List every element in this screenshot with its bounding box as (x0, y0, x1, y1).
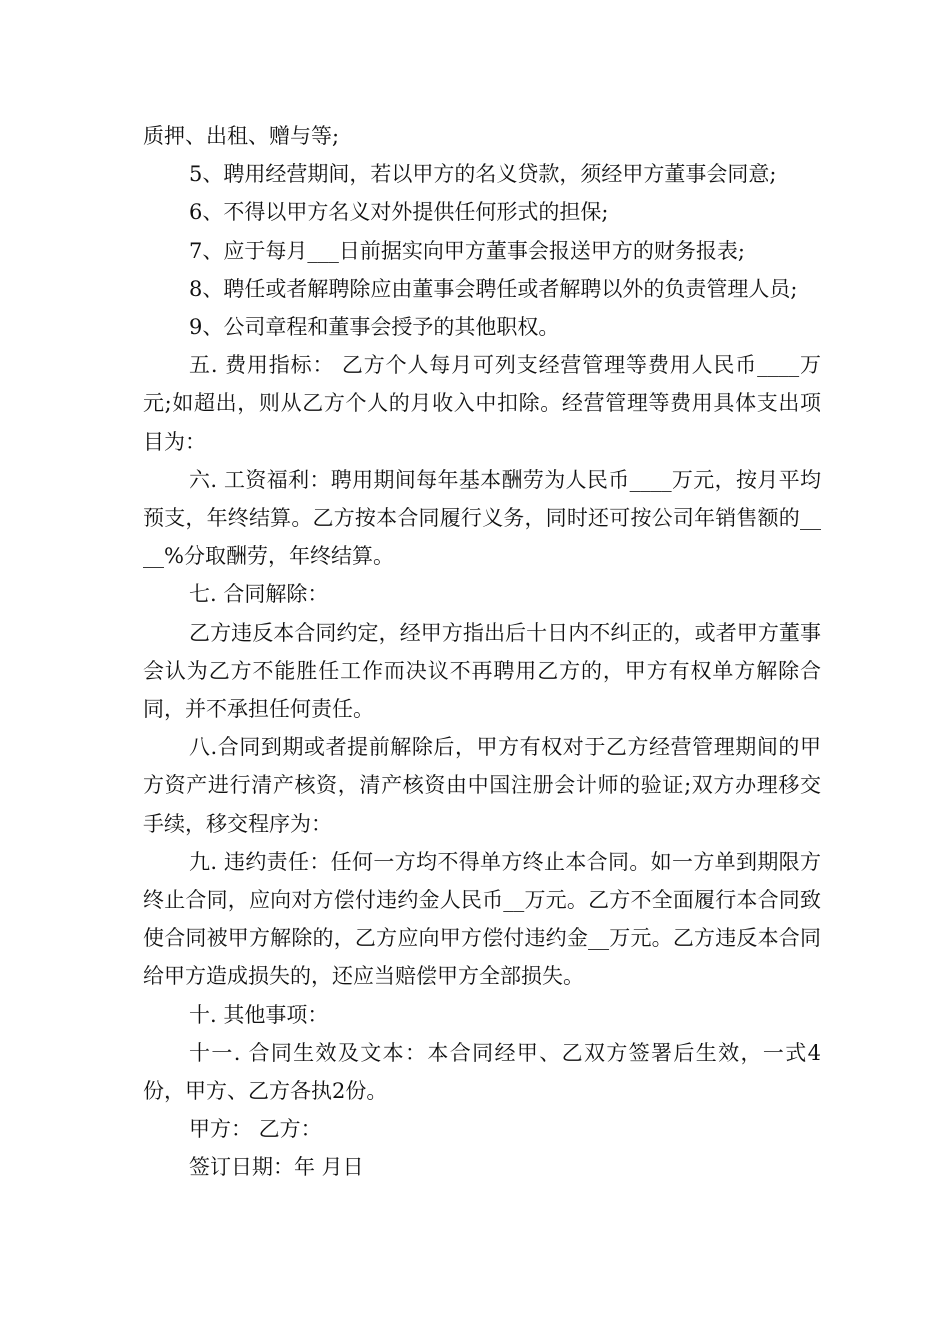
document-body (143, 117, 821, 1187)
paragraph-item-6: 6、不得以甲方名义对外提供任何形式的担保; (189, 200, 609, 225)
paragraph-section-7-body: 乙方违反本合同约定，经甲方指出后十日内不纠正的，或者甲方董事会认为乙方不能胜任工作而决议不再聘用乙方的，甲方有权单方解除合同，并不承担任何责任。 (143, 620, 821, 722)
paragraph-item-9: 9、公司章程和董事会授予的其他职权。 (189, 315, 560, 340)
paragraph-section-6-salary: 六. 工资福利：聘用期间每年基本酬劳为人民币____万元，按月平均预支，年终结算。乙方按本合同履行义务，同时还可按公司年销售额的____%分取酬劳，年终结算。 (143, 467, 821, 569)
paragraph-parties: 甲方： 乙方： (189, 1117, 322, 1142)
paragraph-item-5: 5、聘用经营期间，若以甲方的名义贷款，须经甲方董事会同意; (189, 162, 777, 187)
paragraph-sign-date: 签订日期：年 月日 (189, 1155, 364, 1180)
paragraph-section-5-expenses: 五. 费用指标： 乙方个人每月可列支经营管理等费用人民币____万元;如超出，则从乙方个人的月收入中扣除。经营管理等费用具体支出项目为： (143, 353, 821, 454)
paragraph-section-11-effect: 十一. 合同生效及文本：本合同经甲、乙双方签署后生效，一式4份，甲方、乙方各执2份。 (143, 1040, 821, 1104)
paragraph-item-8: 8、聘任或者解聘除应由董事会聘任或者解聘以外的负责管理人员; (189, 276, 798, 301)
paragraph-section-7-heading: 七. 合同解除： (189, 582, 329, 607)
paragraph-section-8-handover: 八.合同到期或者提前解除后，甲方有权对于乙方经营管理期间的甲方资产进行清产核资，清产核资由中国注册会计师的验证;双方办理移交手续，移交程序为： (143, 735, 821, 836)
paragraph-continuation: 质押、出租、赠与等; (143, 124, 340, 148)
paragraph-section-9-liability: 九. 违约责任：任何一方均不得单方终止本合同。如一方单到期限方终止合同，应向对方偿付违约金人民币__万元。乙方不全面履行本合同致使合同被甲方解除的，乙方应向甲方偿付违约金__万元。乙方违反本合同给甲方造成损失的，还应当赔偿甲方全部损失。 (143, 849, 821, 989)
paragraph-section-10-other: 十. 其他事项： (189, 1002, 329, 1027)
paragraph-item-7: 7、应于每月___日前据实向甲方董事会报送甲方的财务报表; (189, 238, 745, 263)
